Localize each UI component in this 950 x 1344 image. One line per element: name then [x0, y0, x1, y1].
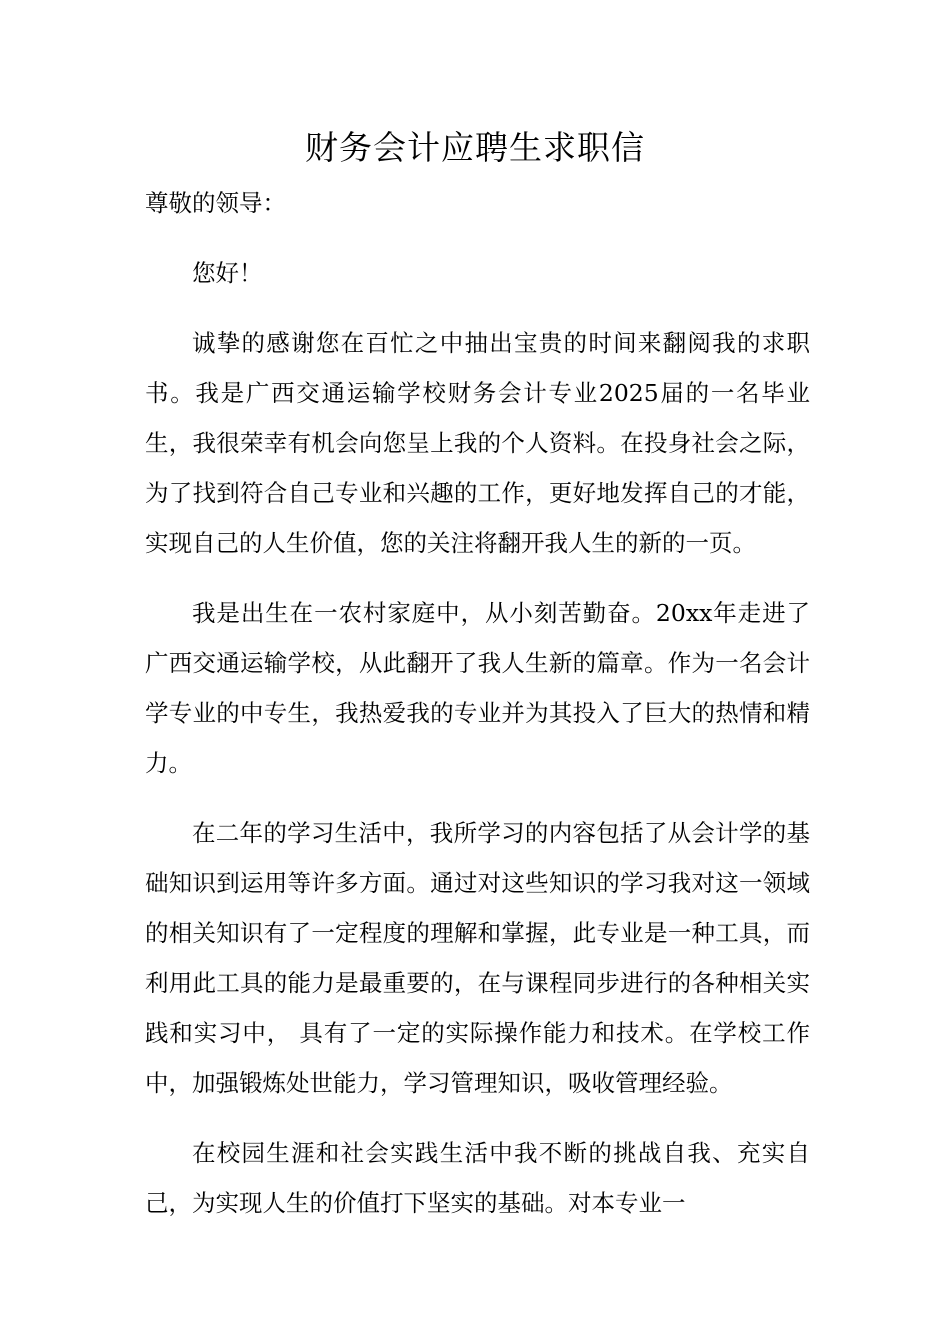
document-title: 财务会计应聘生求职信	[305, 128, 645, 167]
paragraph-3: 在二年的学习生活中，我所学习的内容包括了从会计学的基础知识到运用等许多方面。通过对这些知识的学习我对这一领域的相关知识有了一定程度的理解和掌握，此专业是一种工具，而利用此工具的能力是最重要的，在与课程同步进行的各种相关实践和实习中， 具有了一定的实际操作能力和技术。在学校工作中，加强锻炼处世能力，学习管理知识，吸收管理经验。	[145, 819, 810, 1097]
salutation: 尊敬的领导：	[145, 189, 286, 217]
paragraph-2: 我是出生在一农村家庭中，从小刻苦勤奋。20xx年走进了广西交通运输学校，从此翻开了我人生新的篇章。作为一名会计学专业的中专生，我热爱我的专业并为其投入了巨大的热情和精力。	[145, 599, 810, 777]
paragraph-1: 诚挚的感谢您在百忙之中抽出宝贵的时间来翻阅我的求职书。我是广西交通运输学校财务会计专业2025届的一名毕业生，我很荣幸有机会向您呈上我的个人资料。在投身社会之际，为了找到符合自己专业和兴趣的工作，更好地发挥自己的才能，实现自己的人生价值，您的关注将翻开我人生的新的一页。	[145, 329, 810, 557]
letter-body	[145, 178, 810, 1228]
paragraph-4: 在校园生涯和社会实践生活中我不断的挑战自我、充实自己，为实现人生的价值打下坚实的基础。对本专业一	[145, 1139, 810, 1217]
greeting: 您好！	[192, 259, 263, 287]
